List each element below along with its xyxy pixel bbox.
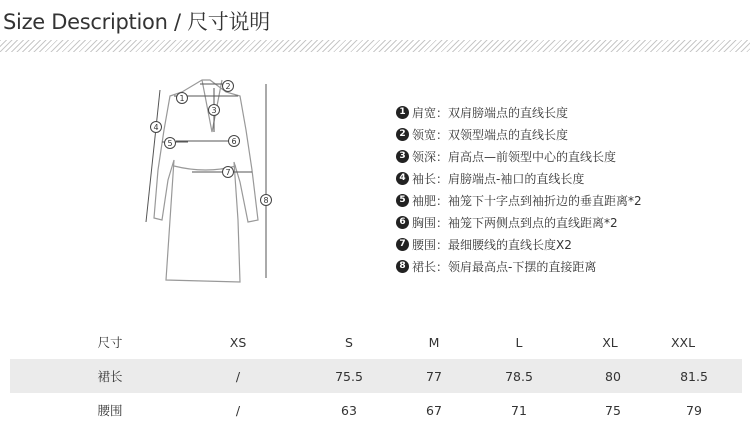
number-badge-icon: 1 — [396, 106, 409, 119]
table-cell: / — [235, 402, 241, 418]
legend-item — [396, 167, 642, 189]
table-row — [10, 393, 742, 427]
table-cell: / — [235, 368, 241, 384]
number-badge-icon: 3 — [396, 150, 409, 163]
legend-text: 腰围：最细腰线的直线长度X2 — [412, 237, 572, 252]
marker-5 — [165, 138, 176, 149]
legend-item — [396, 123, 642, 145]
table-cell: 80 — [605, 368, 621, 384]
table-header-cell: XS — [229, 334, 247, 350]
marker-2 — [223, 81, 234, 92]
table-header-cell: S — [345, 334, 353, 350]
svg-text:2: 2 — [225, 82, 231, 91]
table-cell: 75.5 — [335, 368, 363, 384]
dress-diagram — [140, 70, 290, 295]
marker-7 — [223, 167, 234, 178]
marker-8 — [261, 195, 272, 206]
number-badge-icon: 2 — [396, 128, 409, 141]
legend-text: 胸围：袖笼下两侧点到点的直线距离*2 — [412, 215, 618, 230]
legend-text: 肩宽：双肩膀端点的直线长度 — [412, 105, 569, 120]
legend-item — [396, 211, 642, 233]
marker-1 — [177, 93, 188, 104]
legend-text: 领宽：双领型端点的直线长度 — [412, 127, 569, 142]
legend-item — [396, 145, 642, 167]
table-cell: 81.5 — [680, 368, 708, 384]
marker-3 — [209, 105, 220, 116]
number-badge-icon: 8 — [396, 260, 409, 273]
table-header-cell: 尺寸 — [97, 335, 123, 350]
table-cell: 腰围 — [97, 403, 123, 418]
svg-text:4: 4 — [153, 123, 159, 132]
table-cell: 75 — [605, 402, 621, 418]
svg-text:7: 7 — [225, 168, 231, 177]
page-title: Size Description / 尺寸说明 — [3, 10, 270, 34]
table-row — [10, 359, 742, 393]
table-header-row — [10, 325, 742, 359]
marker-4 — [151, 122, 162, 133]
legend-item — [396, 101, 642, 123]
table-cell: 79 — [686, 402, 702, 418]
table-cell: 71 — [511, 402, 527, 418]
divider-stripe — [0, 40, 750, 52]
table-header-cell: M — [428, 334, 440, 350]
size-table — [10, 325, 742, 427]
legend-item — [396, 189, 642, 211]
measurement-legend — [396, 101, 642, 277]
svg-text:1: 1 — [179, 94, 185, 103]
table-cell: 67 — [426, 402, 442, 418]
table-cell: 63 — [341, 402, 357, 418]
table-cell: 77 — [426, 368, 442, 384]
legend-item — [396, 255, 642, 277]
number-badge-icon: 7 — [396, 238, 409, 251]
legend-text: 袖肥：袖笼下十字点到袖折边的垂直距离*2 — [412, 193, 642, 208]
legend-text: 袖长：肩膀端点-袖口的直线长度 — [412, 171, 585, 186]
svg-text:5: 5 — [167, 139, 173, 148]
diagram-markers — [151, 81, 272, 206]
number-badge-icon: 4 — [396, 172, 409, 185]
number-badge-icon: 5 — [396, 194, 409, 207]
table-header-cell: XL — [602, 334, 618, 350]
table-cell: 裙长 — [97, 369, 123, 384]
table-header-cell: L — [515, 334, 523, 350]
table-cell: 78.5 — [505, 368, 533, 384]
legend-text: 裙长：领肩最高点-下摆的直接距离 — [412, 259, 597, 274]
marker-6 — [229, 136, 240, 147]
svg-text:8: 8 — [263, 196, 269, 205]
svg-text:6: 6 — [231, 137, 237, 146]
legend-item — [396, 233, 642, 255]
number-badge-icon: 6 — [396, 216, 409, 229]
svg-text:3: 3 — [211, 106, 217, 115]
table-header-cell: XXL — [670, 334, 696, 350]
legend-text: 领深：肩高点—前领型中心的直线长度 — [412, 149, 617, 164]
